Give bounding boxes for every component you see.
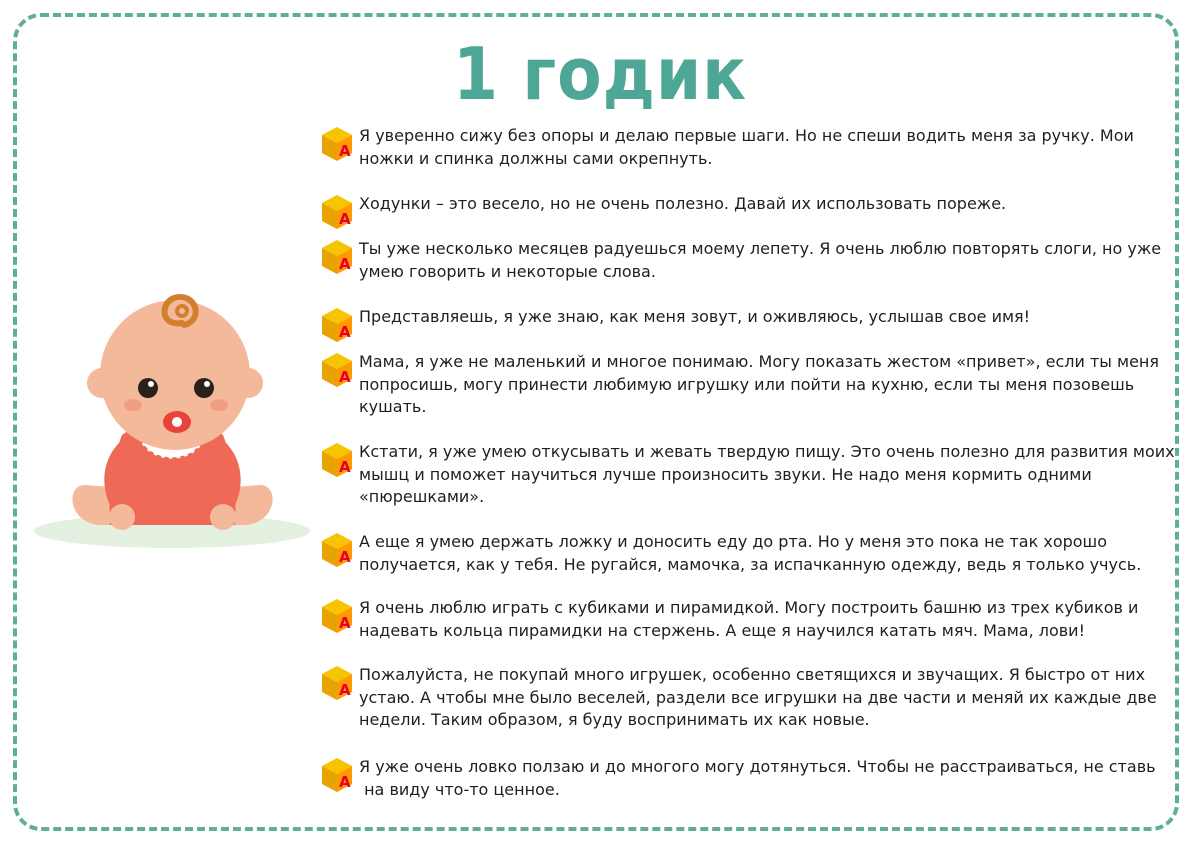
- item-line: Я уже очень ловко ползаю и до многого могу дотянуться. Чтобы не расстраиваться, не ставь: [359, 757, 1156, 776]
- baby-illustration: [30, 285, 315, 555]
- item-line: Я уверенно сижу без опоры и делаю первые шаги. Но не спеши водить меня за ручку. Мои: [359, 126, 1134, 145]
- item-line: Мама, я уже не маленький и многое понимаю. Могу показать жестом «привет», если ты меня: [359, 352, 1159, 371]
- baby-left-hand: [109, 504, 135, 530]
- block-letter: А: [339, 773, 351, 791]
- alphabet-block-icon: [320, 125, 354, 163]
- list-item: [318, 125, 1134, 170]
- item-line: на виду что-то ценное.: [359, 779, 560, 799]
- item-line: А еще я умею держать ложку и доносить еду до рта. Но у меня это пока не так хорошо: [359, 532, 1107, 551]
- item-line: надевать кольца пирамидки на стержень. А еще я научился катать мяч. Мама, лови!: [359, 620, 1085, 640]
- list-item: [318, 756, 1156, 801]
- block-letter: А: [339, 255, 351, 273]
- item-line: кушать.: [359, 397, 427, 416]
- baby-right-eye: [194, 378, 214, 398]
- list-item: [318, 351, 1159, 419]
- item-line: умею говорить и некоторые слова.: [359, 261, 656, 281]
- baby-right-hand: [210, 504, 236, 530]
- alphabet-block-icon: [320, 756, 354, 794]
- list-item: [318, 306, 1128, 341]
- block-letter: А: [339, 681, 351, 699]
- item-line: получается, как у тебя. Не ругайся, мамочка, за испачканную одежду, ведь я только учусь.: [359, 554, 1142, 574]
- list-item: [318, 597, 1139, 642]
- item-line: Представляешь, я уже знаю, как меня зовут, и оживляюсь, услышав свое имя!: [359, 307, 1031, 326]
- item-line: устаю. А чтобы мне было веселей, раздели все игрушки на две части и меняй их каждые две: [359, 687, 1157, 707]
- alphabet-block-icon: [320, 664, 354, 702]
- item-line: Ты уже несколько месяцев радуешься моему лепету. Я очень люблю повторять слоги, но уже: [359, 239, 1162, 258]
- alphabet-block-icon: [320, 193, 354, 231]
- list-item: [318, 664, 1157, 732]
- block-letter: А: [339, 210, 351, 228]
- block-letter: А: [339, 614, 351, 632]
- list-item: [318, 441, 1175, 509]
- page-title: 1 годик: [452, 32, 748, 116]
- block-letter: А: [339, 368, 351, 386]
- item-line: «пюрешками».: [359, 487, 485, 506]
- alphabet-block-icon: [320, 306, 354, 344]
- item-line: попросишь, могу принести любимую игрушку или пойти на кухню, если ты меня позовешь: [359, 374, 1135, 394]
- block-letter: А: [339, 142, 351, 160]
- block-letter: А: [339, 548, 351, 566]
- item-line: Ходунки – это весело, но не очень полезно. Давай их использовать пореже.: [359, 194, 1007, 213]
- block-letter: А: [339, 458, 351, 476]
- list-item: [318, 531, 1142, 576]
- alphabet-block-icon: [320, 238, 354, 276]
- list-item: [318, 193, 1128, 228]
- baby-left-eye: [138, 378, 158, 398]
- item-line: мышц и поможет научиться лучше произносить звуки. Не надо меня кормить одними: [359, 464, 1092, 484]
- block-letter: А: [339, 323, 351, 341]
- item-line: Кстати, я уже умею откусывать и жевать твердую пищу. Это очень полезно для развития моих: [359, 442, 1175, 461]
- item-line: ножки и спинка должны сами окрепнуть.: [359, 148, 713, 168]
- list-item: [318, 238, 1162, 283]
- item-line: Пожалуйста, не покупай много игрушек, особенно светящихся и звучащих. Я быстро от них: [359, 665, 1146, 684]
- alphabet-block-icon: [320, 351, 354, 389]
- alphabet-block-icon: [320, 597, 354, 635]
- item-line: недели. Таким образом, я буду воспринимать их как новые.: [359, 710, 870, 729]
- alphabet-block-icon: [320, 441, 354, 479]
- item-line: Я очень люблю играть с кубиками и пирамидкой. Могу построить башню из трех кубиков и: [359, 598, 1139, 617]
- alphabet-block-icon: [320, 531, 354, 569]
